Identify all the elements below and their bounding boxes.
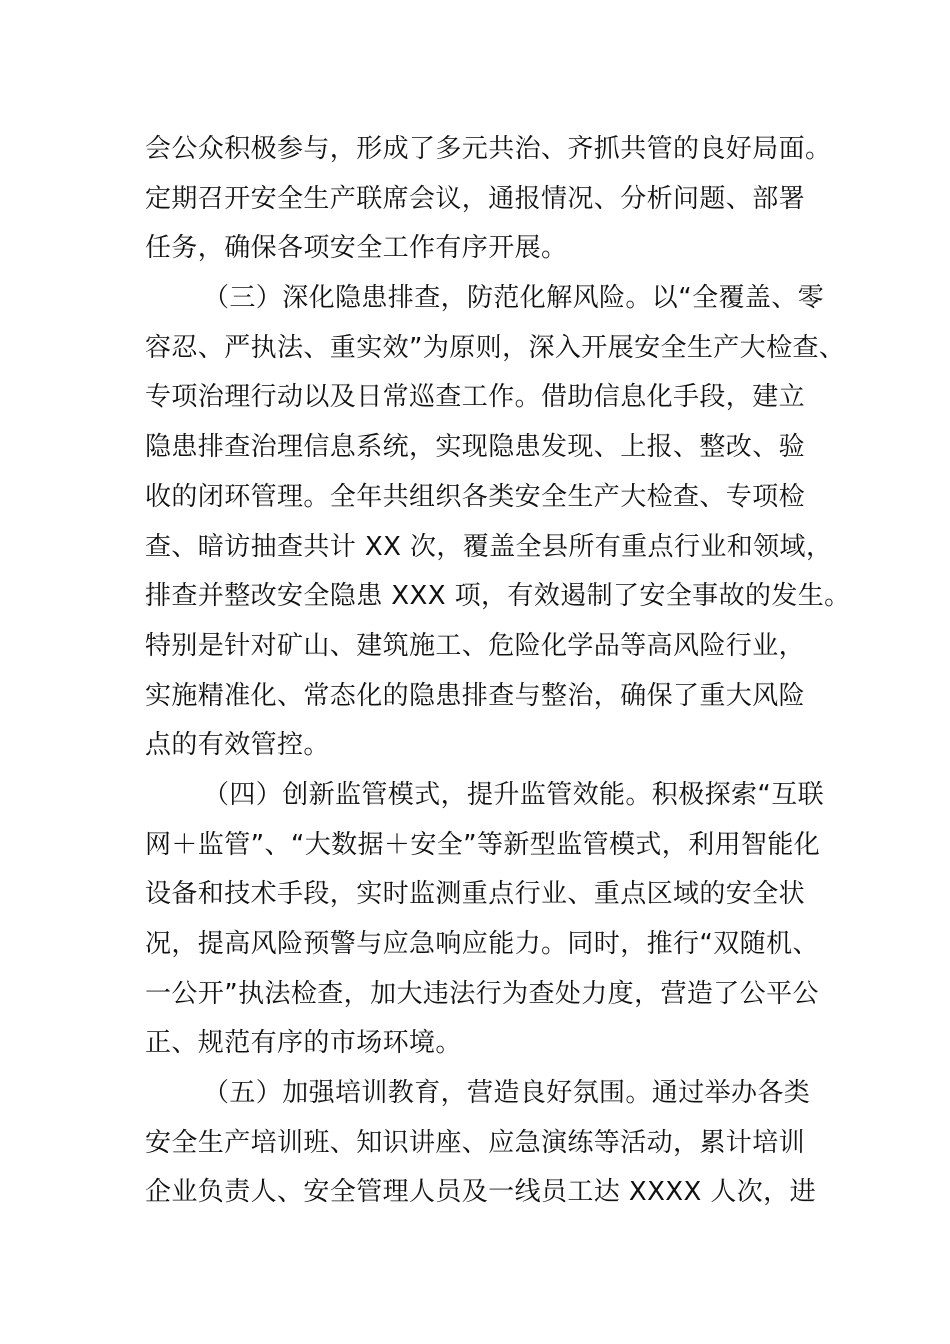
text-line: 专项治理行动以及日常巡查工作。借助信息化手段，建立 (145, 382, 806, 413)
text-line: 收的闭环管理。全年共组织各类安全生产大检查、专项检 (145, 481, 806, 512)
section-heading-line: （五）加强培训教育，营造良好氛围。通过举办各类 (203, 1078, 811, 1109)
text-line: 容忍、严执法、重实效”为原则，深入开展安全生产大检查、 (145, 332, 846, 363)
text-line: 点的有效管控。 (145, 730, 330, 761)
text-line: 一公开”执法检查，加大违法行为查处力度，营造了公平公 (145, 978, 819, 1009)
document-body (145, 125, 851, 1218)
text-line: 隐患排查治理信息系统，实现隐患发现、上报、整改、验 (145, 432, 806, 463)
text-line: 定期召开安全生产联席会议，通报情况、分析问题、部署 (145, 183, 806, 214)
text-line: 实施精准化、常态化的隐患排查与整治，确保了重大风险 (145, 680, 806, 711)
text-line: 企业负责人、安全管理人员及一线员工达 XXXX 人次，进 (145, 1177, 816, 1208)
text-line: 任务，确保各项安全工作有序开展。 (145, 233, 568, 264)
text-line: 安全生产培训班、知识讲座、应急演练等活动，累计培训 (145, 1127, 806, 1158)
text-line: 特别是针对矿山、建筑施工、危险化学品等高风险行业， (145, 630, 806, 661)
text-line: 会公众积极参与，形成了多元共治、齐抓共管的良好局面。 (145, 134, 832, 164)
section-heading-line: （三）深化隐患排查，防范化解风险。以“全覆盖、零 (203, 283, 825, 314)
text-line: 正、规范有序的市场环境。 (145, 1028, 462, 1059)
text-line: 设备和技术手段，实时监测重点行业、重点区域的安全状 (145, 879, 806, 910)
text-line: 查、暗访抽查共计 XX 次，覆盖全县所有重点行业和领域， (145, 531, 833, 562)
text-line: 况，提高风险预警与应急响应能力。同时，推行“双随机、 (145, 929, 819, 959)
section-heading-line: （四）创新监管模式，提升监管效能。积极探索“互联 (203, 779, 825, 810)
text-line: 排查并整改安全隐患 XXX 项，有效遏制了安全事故的发生。 (145, 581, 851, 612)
text-line: 网＋监管”、“大数据＋安全”等新型监管模式，利用智能化 (145, 829, 821, 860)
